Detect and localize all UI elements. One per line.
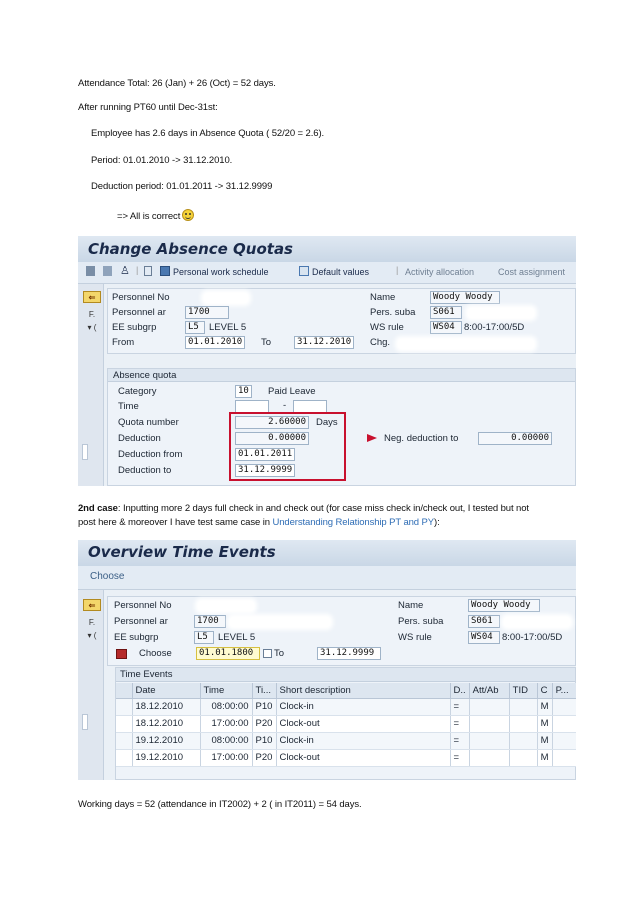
redacted-personnel-area-text: [230, 617, 330, 627]
column-header-time[interactable]: Time: [200, 683, 252, 698]
calendar-icon[interactable]: [116, 649, 127, 659]
type-cell: P10: [252, 698, 276, 715]
activity-allocation-button[interactable]: Activity allocation: [405, 267, 475, 277]
time-cell: 17:00:00: [200, 749, 252, 766]
to-label: To: [274, 648, 285, 659]
tid-cell: [509, 715, 537, 732]
ws-rule-label: WS rule: [398, 632, 432, 643]
personnel-area-label: Personnel ar: [112, 307, 166, 318]
tid-cell: [509, 732, 537, 749]
row-selector[interactable]: [116, 732, 132, 749]
type-cell: P10: [252, 732, 276, 749]
column-header-d[interactable]: D..: [450, 683, 469, 698]
neg-deduction-label: Neg. deduction to: [384, 433, 459, 444]
date-cell: 18.12.2010: [132, 698, 200, 715]
to-label: To: [261, 337, 272, 348]
default-values-button[interactable]: Default values: [312, 267, 370, 277]
ee-subgroup-label: EE subgrp: [112, 322, 157, 333]
deduction-from-label: Deduction from: [118, 449, 183, 460]
second-case-text1: : Inputting more 2 days full check in and check out (for case miss check in/check out, I tested but not: [117, 503, 529, 514]
ee-subgroup-code-field: L5: [194, 631, 214, 644]
delete-icon[interactable]: [144, 266, 152, 276]
table-header-row: [116, 683, 576, 698]
personal-work-schedule-button[interactable]: Personal work schedule: [173, 267, 269, 277]
personnel-area-label: Personnel ar: [114, 616, 168, 627]
p-cell: [552, 698, 576, 715]
deduction-label: Deduction: [118, 433, 161, 444]
default-values-icon: [299, 266, 309, 276]
deduction-to-label: Deduction to: [118, 465, 172, 476]
time-label: Time: [118, 401, 139, 412]
choose-label: Choose: [139, 648, 172, 659]
att-ab-cell: [469, 732, 509, 749]
time-events-section-title: Time Events: [120, 669, 173, 680]
description-cell: Clock-out: [276, 715, 450, 732]
column-header-ti[interactable]: Ti...: [252, 683, 276, 698]
category-label: Category: [118, 386, 157, 397]
personnel-area-field: 1700: [194, 615, 226, 628]
ee-subgroup-code-field: L5: [185, 321, 205, 334]
change-absence-quotas-screen: [78, 236, 576, 486]
edit-icon[interactable]: [103, 266, 112, 276]
redacted-personnel-no: [198, 601, 254, 611]
pers-subarea-label: Pers. suba: [370, 307, 416, 318]
pers-subarea-field: S061: [468, 615, 500, 628]
redacted-personnel-no: [204, 293, 248, 303]
changed-by-label: Chg.: [370, 337, 391, 348]
pers-subarea-label: Pers. suba: [398, 616, 444, 627]
column-header-short-description[interactable]: Short description: [276, 683, 450, 698]
table-row[interactable]: [116, 715, 576, 732]
second-case-line1: [78, 503, 529, 514]
att-ab-cell: [469, 749, 509, 766]
choose-from-date-field[interactable]: 01.01.1800: [196, 647, 260, 660]
c-cell: M: [537, 749, 552, 766]
name-label: Name: [398, 600, 424, 611]
category-field[interactable]: 10: [235, 385, 252, 398]
p-cell: [552, 749, 576, 766]
tid-cell: [509, 749, 537, 766]
absence-quota-section-title: Absence quota: [113, 370, 177, 381]
redacted-subarea-text: [468, 308, 534, 318]
time-cell: 08:00:00: [200, 698, 252, 715]
personnel-no-label: Personnel No: [112, 292, 170, 303]
cost-assignment-button[interactable]: Cost assignment: [498, 267, 566, 277]
row-selector[interactable]: [116, 698, 132, 715]
header-panel: [107, 288, 576, 354]
period-line: Period: 01.01.2010 -> 31.12.2010.: [91, 155, 233, 166]
person-icon[interactable]: ♙: [120, 265, 130, 277]
understanding-relationship-link[interactable]: Understanding Relationship PT and PY: [272, 517, 435, 528]
from-label: From: [112, 337, 135, 348]
time-cell: 08:00:00: [200, 732, 252, 749]
ws-rule-text: 8:00-17:00/5D: [464, 322, 525, 333]
choose-toolbar-button[interactable]: Choose: [90, 571, 125, 582]
date-cell: 19.12.2010: [132, 732, 200, 749]
to-date-field[interactable]: 31.12.9999: [317, 647, 381, 660]
schedule-icon: [160, 266, 170, 276]
time-cell: 17:00:00: [200, 715, 252, 732]
highlight-box: [229, 412, 346, 481]
type-cell: P20: [252, 749, 276, 766]
ws-rule-field: WS04: [468, 631, 500, 644]
column-header-p[interactable]: P...: [552, 683, 576, 698]
overview-time-events-screen: [78, 540, 576, 780]
toolbar: [78, 566, 576, 590]
toolbar: ♙ | Personal work schedule Default values | Activity allocation Cost assignment: [78, 262, 576, 284]
quota-number-field: 2.60000: [235, 416, 309, 429]
all-correct-text: => All is correct: [117, 211, 181, 222]
arrow-right-icon: [367, 434, 377, 442]
column-header-date[interactable]: Date: [132, 683, 200, 698]
ee-subgroup-text: LEVEL 5: [218, 632, 256, 643]
redacted-changed-by: [398, 339, 534, 349]
column-header-att-ab[interactable]: Att/Ab: [469, 683, 509, 698]
all-correct-line: [117, 209, 194, 222]
row-select-header[interactable]: [116, 683, 132, 698]
time-dash: -: [283, 400, 287, 411]
left-button-dropdown[interactable]: ▾ (: [87, 631, 97, 640]
category-text: Paid Leave: [268, 386, 316, 397]
deduction-field: 0.00000: [235, 432, 309, 445]
d-cell: =: [450, 698, 469, 715]
second-case-heading: 2nd case: [78, 503, 118, 514]
after-running-line: After running PT60 until Dec-31st:: [78, 102, 218, 113]
working-days-line: Working days = 52 (attendance in IT2002) + 2 ( in IT2011) = 54 days.: [78, 799, 362, 810]
absence-quota-panel: [107, 368, 576, 486]
left-button-dropdown[interactable]: ▾ (: [87, 323, 97, 332]
column-header-tid[interactable]: TID: [509, 683, 537, 698]
header-panel: [107, 596, 576, 666]
neg-deduction-field: 0.00000: [478, 432, 552, 445]
description-cell: Clock-in: [276, 732, 450, 749]
c-cell: M: [537, 698, 552, 715]
att-ab-cell: [469, 698, 509, 715]
column-header-c[interactable]: C: [537, 683, 552, 698]
display-icon[interactable]: [86, 266, 95, 276]
deduction-to-field[interactable]: 31.12.9999: [235, 464, 295, 477]
date-cell: 19.12.2010: [132, 749, 200, 766]
personnel-no-label: Personnel No: [114, 600, 172, 611]
screen-title: Change Absence Quotas: [78, 236, 576, 262]
d-cell: =: [450, 749, 469, 766]
table-row[interactable]: [116, 698, 576, 715]
value-help-icon[interactable]: [263, 649, 272, 658]
description-cell: Clock-in: [276, 698, 450, 715]
left-navigation-strip: [78, 590, 104, 780]
second-case-text2a: post here & moreover I have test same case in: [78, 517, 273, 528]
tid-cell: [509, 698, 537, 715]
personnel-area-field: 1700: [185, 306, 229, 319]
row-selector[interactable]: [116, 749, 132, 766]
ws-rule-text: 8:00-17:00/5D: [502, 632, 563, 643]
left-button-f[interactable]: F.: [88, 310, 96, 319]
second-case-text2b: ):: [434, 517, 440, 528]
table-row[interactable]: [116, 749, 576, 766]
from-date-field[interactable]: 01.01.2010: [185, 336, 245, 349]
back-arrow-icon[interactable]: ⇐: [83, 291, 101, 303]
to-date-field[interactable]: 31.12.2010: [294, 336, 354, 349]
back-arrow-icon[interactable]: ⇐: [83, 599, 101, 611]
type-cell: P20: [252, 715, 276, 732]
name-label: Name: [370, 292, 396, 303]
p-cell: [552, 732, 576, 749]
table-row[interactable]: [116, 732, 576, 749]
name-field: Woody Woody: [430, 291, 500, 304]
pers-subarea-field: S061: [430, 306, 462, 319]
att-ab-cell: [469, 715, 509, 732]
p-cell: [552, 715, 576, 732]
ee-subgroup-label: EE subgrp: [114, 632, 159, 643]
name-field: Woody Woody: [468, 599, 540, 612]
quota-number-label: Quota number: [118, 417, 179, 428]
absence-quota-line: Employee has 2.6 days in Absence Quota ( 52/20 = 2.6).: [91, 128, 325, 139]
c-cell: M: [537, 715, 552, 732]
time-events-panel: [115, 667, 576, 780]
redacted-subarea-text: [504, 617, 570, 627]
quota-unit: Days: [316, 417, 338, 428]
scroll-handle[interactable]: [82, 444, 88, 460]
ws-rule-label: WS rule: [370, 322, 404, 333]
left-button-f[interactable]: F.: [88, 618, 96, 627]
description-cell: Clock-out: [276, 749, 450, 766]
d-cell: =: [450, 732, 469, 749]
d-cell: =: [450, 715, 469, 732]
deduction-period-line: Deduction period: 01.01.2011 -> 31.12.9999: [91, 181, 273, 192]
screen-title: Overview Time Events: [78, 540, 576, 566]
time-events-table: [116, 683, 576, 767]
c-cell: M: [537, 732, 552, 749]
date-cell: 18.12.2010: [132, 715, 200, 732]
smiley-icon: [182, 209, 194, 221]
deduction-from-field[interactable]: 01.01.2011: [235, 448, 295, 461]
row-selector[interactable]: [116, 715, 132, 732]
left-navigation-strip: [78, 284, 104, 486]
scroll-handle[interactable]: [82, 714, 88, 730]
ee-subgroup-text: LEVEL 5: [209, 322, 247, 333]
ws-rule-field: WS04: [430, 321, 462, 334]
attendance-total-line: Attendance Total: 26 (Jan) + 26 (Oct) = 52 days.: [78, 78, 276, 89]
second-case-line2: [78, 517, 440, 528]
